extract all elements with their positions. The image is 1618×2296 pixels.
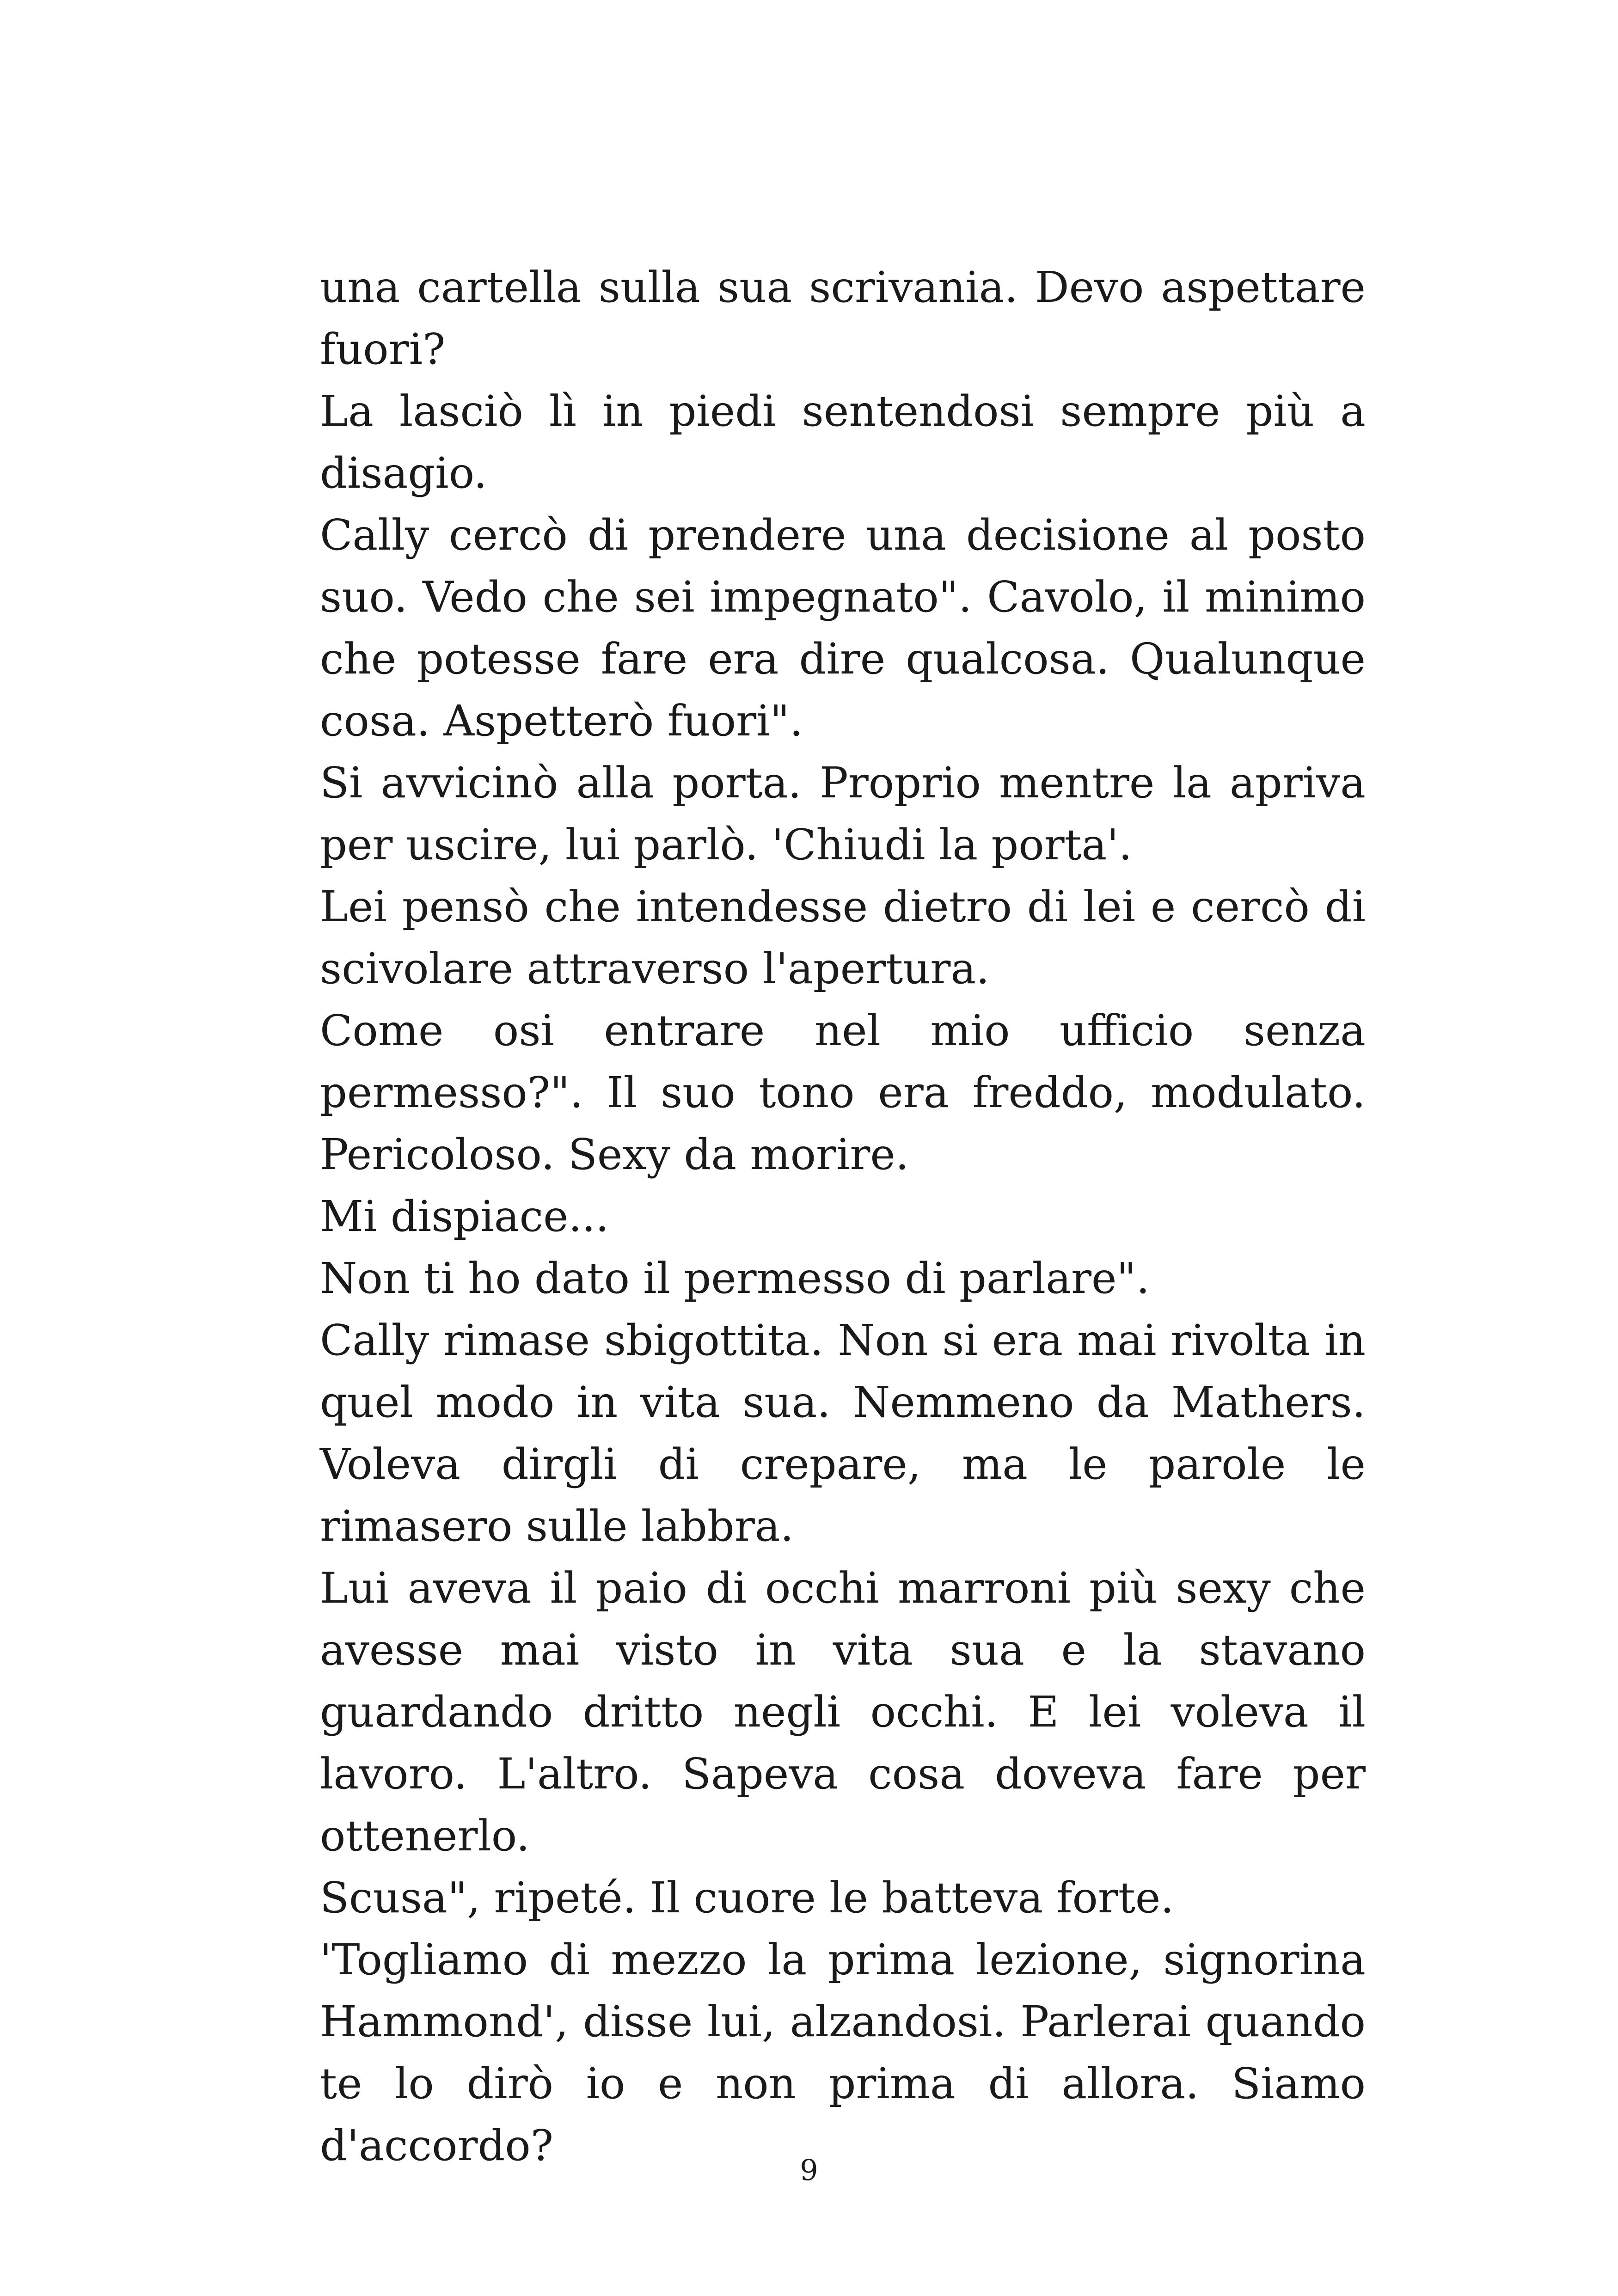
page-number: 9 (800, 2153, 818, 2187)
paragraph: Non ti ho dato il permesso di parlare". (320, 1254, 1150, 1303)
paragraph: Mi dispiace... (320, 1192, 609, 1241)
paragraph: Cally cercò di prendere una decisione al posto suo. Vedo che sei impegnato". Cavolo, il minimo che potesse fare era dire qualcosa. Qualunque cosa. Aspetterò fuori". (320, 510, 1366, 746)
paragraph: Lei pensò che intendesse dietro di lei e cercò di scivolare attraverso l'apertura. (320, 882, 1366, 993)
body-text (320, 257, 1366, 2177)
paragraph: Si avvicinò alla porta. Proprio mentre la apriva per uscire, lui parlò. 'Chiudi la porta'. (320, 758, 1366, 869)
paragraph: una cartella sulla sua scrivania. Devo aspettare fuori? (320, 263, 1366, 374)
paragraph: 'Togliamo di mezzo la prima lezione, signorina Hammond', disse lui, alzandosi. Parlerai quando te lo dirò io e non prima di allora. Siamo d'accordo? (320, 1935, 1366, 2170)
paragraph: Lui aveva il paio di occhi marroni più sexy che avesse mai visto in vita sua e la stavano guardando dritto negli occhi. E lei voleva il lavoro. L'altro. Sapeva cosa doveva fare per ottenerlo. (320, 1563, 1366, 1861)
paragraph: Scusa", ripeté. Il cuore le batteva forte. (320, 1873, 1174, 1923)
paragraph: Cally rimase sbigottita. Non si era mai rivolta in quel modo in vita sua. Nemmeno da Mathers. Voleva dirgli di crepare, ma le parole le rimasero sulle labbra. (320, 1316, 1366, 1551)
paragraph: Come osi entrare nel mio ufficio senza permesso?". Il suo tono era freddo, modulato. Pericoloso. Sexy da morire. (320, 1006, 1366, 1179)
paragraph: La lasciò lì in piedi sentendosi sempre più a disagio. (320, 386, 1366, 498)
